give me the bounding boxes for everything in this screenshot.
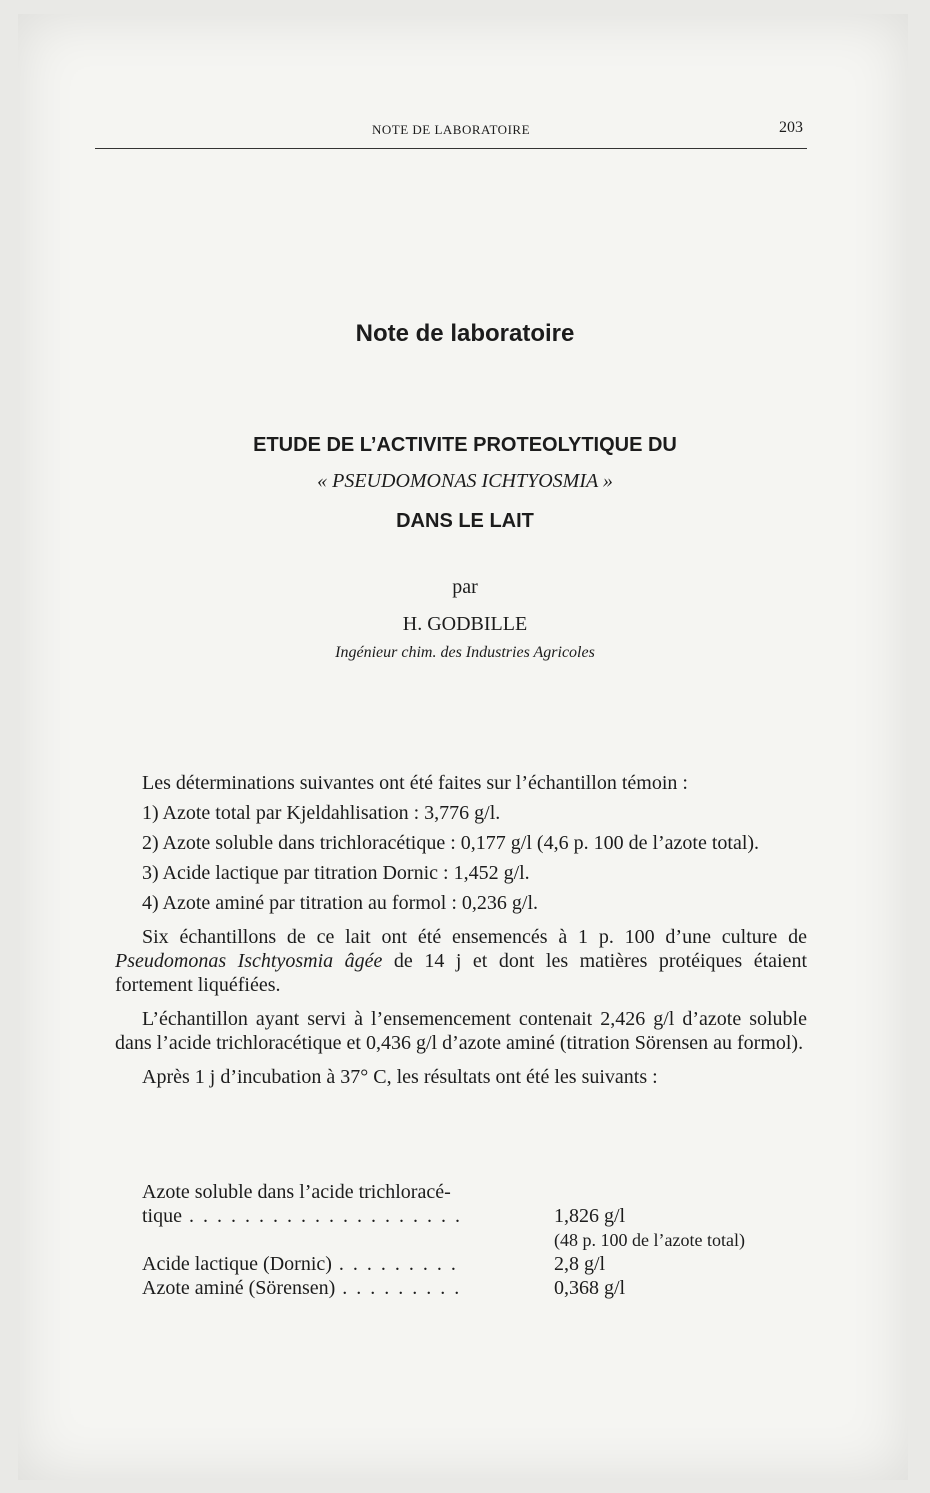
author-affiliation: Ingénieur chim. des Industries Agricoles — [335, 644, 595, 661]
results-label-2-text: Acide lactique (Dornic) — [142, 1253, 332, 1275]
results-value-2: 2,8 g/l — [554, 1253, 606, 1275]
results-label-1b — [142, 1204, 462, 1228]
leader-dots: . . . . . . . . . . . . . . . . . . . . — [182, 1205, 462, 1227]
article-title-line1: ETUDE DE L’ACTIVITE PROTEOLYTIQUE DU — [253, 434, 677, 456]
paragraph-4: Après 1 j d’incubation à 37° C, les résultats ont été les suivants : — [142, 1066, 658, 1088]
results-table — [142, 1180, 822, 1300]
article-body — [115, 771, 807, 1089]
byline-par: par — [452, 576, 478, 598]
results-value-3: 0,368 g/l — [554, 1277, 626, 1299]
list-item-1: 1) Azote total par Kjeldahlisation : 3,776 g/l. — [142, 802, 501, 824]
species-name: Pseudomonas Ischtyosmia âgée — [115, 950, 383, 972]
running-head-title: NOTE DE LABORATOIRE — [371, 122, 531, 137]
running-head — [95, 118, 807, 149]
paragraph-3: L’échantillon ayant servi à l’ensemencement contenait 2,426 g/l d’azote soluble dans l’acide trichloracétique et 0,436 g/l d’azote aminé (titration Sörensen au formol). — [115, 1008, 807, 1054]
list-item-2: 2) Azote soluble dans trichloracétique : 0,177 g/l (4,6 p. 100 de l’azote total). — [142, 832, 760, 854]
results-row-2 — [142, 1252, 822, 1276]
results-row-3 — [142, 1276, 822, 1300]
results-row-1a — [142, 1180, 822, 1204]
author-name: H. GODBILLE — [402, 613, 528, 635]
paragraph-2-text-a: Six échantillons de ce lait ont été ensemencés à 1 p. 100 d’une culture de — [142, 926, 807, 948]
paragraph-2-text-b: de 14 j et dont les matières protéiques étaient fortement liquéfiées. — [115, 950, 807, 996]
paragraph-2 — [115, 925, 807, 997]
results-label-1a: Azote soluble dans l’acide trichloracé- — [142, 1181, 451, 1203]
leader-dots: . . . . . . . . . — [335, 1277, 462, 1299]
results-row-1b — [142, 1204, 822, 1228]
results-note-1: (48 p. 100 de l’azote total) — [554, 1230, 745, 1250]
results-label-3 — [142, 1276, 461, 1300]
results-label-1b-text: tique — [142, 1205, 182, 1227]
list-item-3: 3) Acide lactique par titration Dornic : 1,452 g/l. — [142, 862, 530, 884]
article-title-line2: « PSEUDOMONAS ICHTYOSMIA » — [317, 470, 613, 492]
article-title-line3: DANS LE LAIT — [396, 510, 534, 532]
results-value-1: 1,826 g/l — [554, 1205, 626, 1227]
leader-dots: . . . . . . . . . — [331, 1253, 458, 1275]
results-label-3-text: Azote aminé (Sörensen) — [142, 1277, 336, 1299]
results-row-1c — [142, 1228, 822, 1252]
section-title: Note de laboratoire — [355, 320, 575, 347]
intro-paragraph: Les déterminations suivantes ont été faites sur l’échantillon témoin : — [142, 772, 688, 794]
list-item-4: 4) Azote aminé par titration au formol : 0,236 g/l. — [142, 892, 539, 914]
results-label-2 — [142, 1252, 458, 1276]
page-number: 203 — [779, 119, 803, 136]
